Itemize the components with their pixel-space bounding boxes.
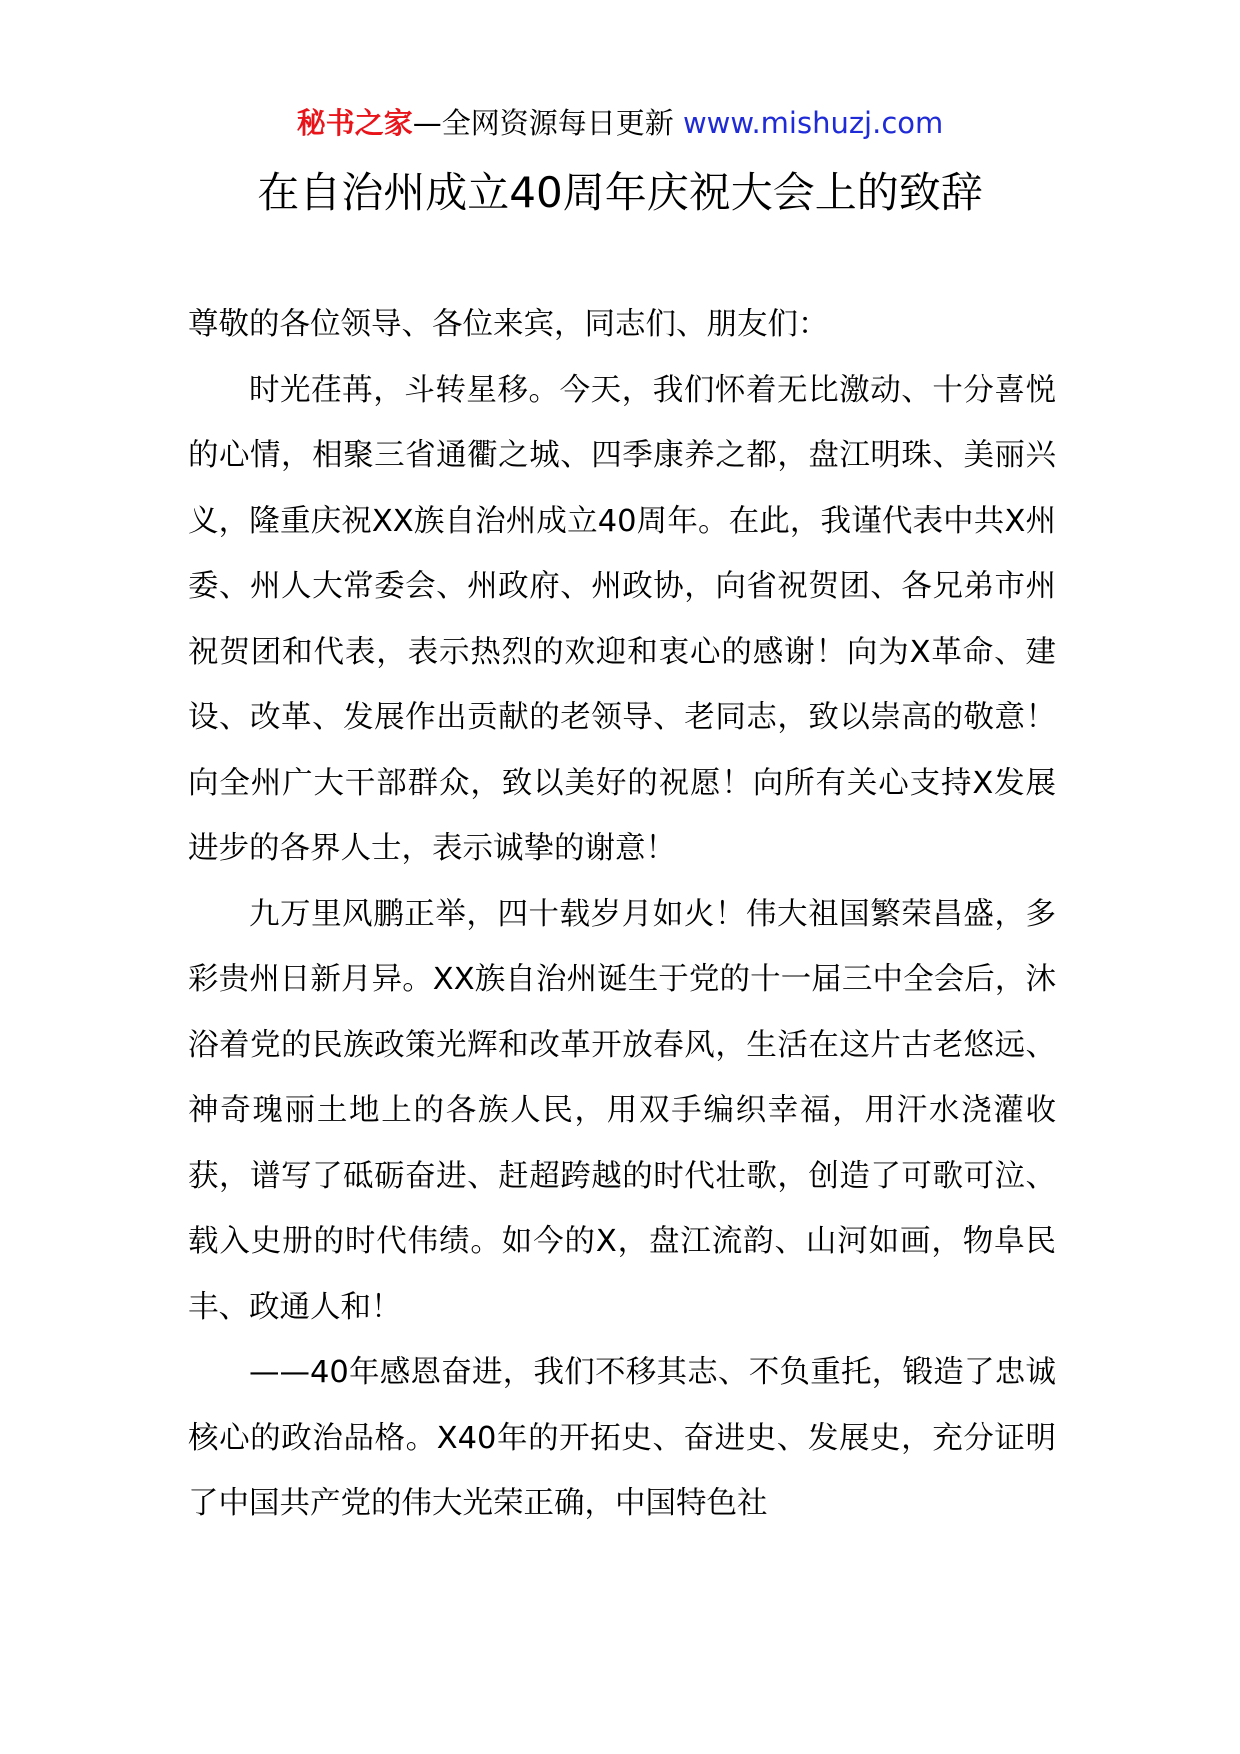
site-url-link[interactable]: www.mishuzj.com [682, 106, 944, 140]
paragraph: ——40年感恩奋进，我们不移其志、不负重托，锻造了忠诚核心的政治品格。X40年的开拓史、奋进史、发展史，充分证明了中国共产党的伟大光荣正确，中国特色社 [188, 1355, 1056, 1521]
salutation: 尊敬的各位领导、各位来宾，同志们、朋友们： [188, 307, 829, 342]
document-title: 在自治州成立40周年庆祝大会上的致辞 [257, 168, 983, 217]
document-body [188, 292, 1056, 1537]
paragraph: 时光荏苒，斗转星移。今天，我们怀着无比激动、十分喜悦的心情，相聚三省通衢之城、四季康养之都，盘江明珠、美丽兴义，隆重庆祝XX族自治州成立40周年。在此，我谨代表中共X州委、州人大常委会、州政府、州政协，向省祝贺团、各兄弟市州祝贺团和代表，表示热烈的欢迎和衷心的感谢！向为X革命、建设、改革、发展作出贡献的老领导、老同志，致以崇高的敬意！向全州广大干部群众，致以美好的祝愿！向所有关心支持X发展进步的各界人士，表示诚挚的谢意！ [188, 372, 1056, 866]
brand-name: 秘书之家 [296, 106, 413, 140]
paragraph: 九万里风鹏正举，四十载岁月如火！伟大祖国繁荣昌盛，多彩贵州日新月异。XX族自治州诞生于党的十一届三中全会后，沐浴着党的民族政策光辉和改革开放春风，生活在这片古老悠远、神奇瑰丽土地上的各族人民，用双手编织幸福，用汗水浇灌收获，谱写了砥砺奋进、赶超跨越的时代壮歌，创造了可歌可泣、载入史册的时代伟绩。如今的X，盘江流韵、山河如画，物阜民丰、政通人和！ [188, 896, 1056, 1325]
header-tagline: —全网资源每日更新 [412, 106, 674, 140]
site-header [0, 103, 1240, 143]
